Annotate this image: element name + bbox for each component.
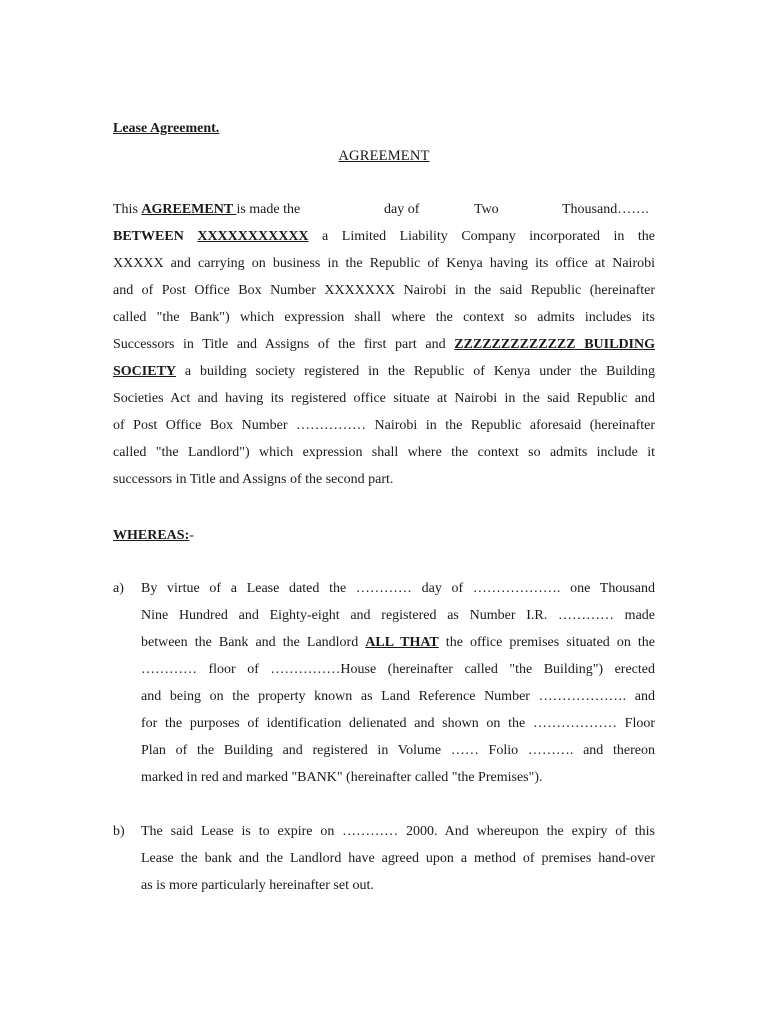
intro-text: a Limited Liability Company incorporated in the <box>308 229 656 244</box>
intro-text: is made the <box>236 202 301 217</box>
recital-a-line-1: By virtue of a Lease dated the ………… day of ………………. one Thousand <box>141 581 655 596</box>
intro-line-4: and of Post Office Box Number XXXXXXX Nairobi in the said Republic (hereinafter <box>113 283 655 298</box>
intro-thousand: Thousand……. <box>562 202 649 217</box>
intro-line-5: called "the Bank") which expression shall where the context so admits includes its <box>113 310 655 325</box>
intro-line-1 <box>113 201 300 219</box>
recital-a-line-5: and being on the property known as Land Reference Number ………………. and <box>141 689 655 704</box>
intro-line-3: XXXXX and carrying on business in the Republic of Kenya having its office at Nairobi <box>113 256 655 271</box>
intro-line-10: called "the Landlord") which expression shall where the context so admits include it <box>113 445 655 460</box>
intro-two: Two <box>474 202 499 217</box>
intro-day-of: day of <box>384 202 420 217</box>
document-title: AGREEMENT <box>338 148 430 164</box>
recital-a-line-8: marked in red and marked "BANK" (hereinafter called "the Premises"). <box>141 770 543 785</box>
bank-name-placeholder: XXXXXXXXXXX <box>197 229 309 244</box>
intro-line-11: successors in Title and Assigns of the second part. <box>113 472 394 487</box>
all-that-term: ALL THAT <box>365 635 439 650</box>
intro-text: This <box>113 202 142 217</box>
recital-a-line-3 <box>141 634 655 652</box>
between-term: BETWEEN <box>113 229 184 244</box>
intro-line-7 <box>113 363 655 381</box>
recital-text: the office premises situated on the <box>438 635 656 650</box>
intro-text: Successors in Title and Assigns of the first part and <box>113 337 455 352</box>
intro-line-9: of Post Office Box Number …………… Nairobi in the Republic aforesaid (hereinafter <box>113 418 655 433</box>
intro-text: a building society registered in the Republic of Kenya under the Building <box>176 364 655 379</box>
intro-line-2 <box>113 228 655 246</box>
whereas-heading <box>113 527 194 545</box>
recital-b-line-2: Lease the bank and the Landlord have agreed upon a method of premises hand-over <box>141 851 655 866</box>
agreement-term: AGREEMENT <box>141 202 237 217</box>
recital-a-line-7: Plan of the Building and registered in Volume …… Folio ………. and thereon <box>141 743 655 758</box>
society-term: SOCIETY <box>113 364 177 379</box>
whereas-suffix: - <box>189 528 194 543</box>
intro-line-6 <box>113 336 655 354</box>
recital-a-line-2: Nine Hundred and Eighty-eight and registered as Number I.R. ………… made <box>141 608 655 623</box>
recital-b-line-1: The said Lease is to expire on ………… 2000. And whereupon the expiry of this <box>141 824 655 839</box>
recital-a-line-6: for the purposes of identification delienated and shown on the ……………… Floor <box>141 716 655 731</box>
intro-line-8: Societies Act and having its registered office situate at Nairobi in the said Republic and <box>113 391 655 406</box>
recital-a-label: a) <box>113 581 124 596</box>
recital-text: between the Bank and the Landlord <box>141 635 366 650</box>
recital-b-line-3: as is more particularly hereinafter set out. <box>141 878 374 893</box>
recital-a-line-4: ………… floor of ……………House (hereinafter called "the Building") erected <box>141 662 655 677</box>
recital-b-label: b) <box>113 824 125 839</box>
society-name-placeholder: ZZZZZZZZZZZZZ BUILDING <box>454 337 655 352</box>
whereas-label: WHEREAS: <box>113 528 190 543</box>
document-heading: Lease Agreement. <box>113 121 220 136</box>
